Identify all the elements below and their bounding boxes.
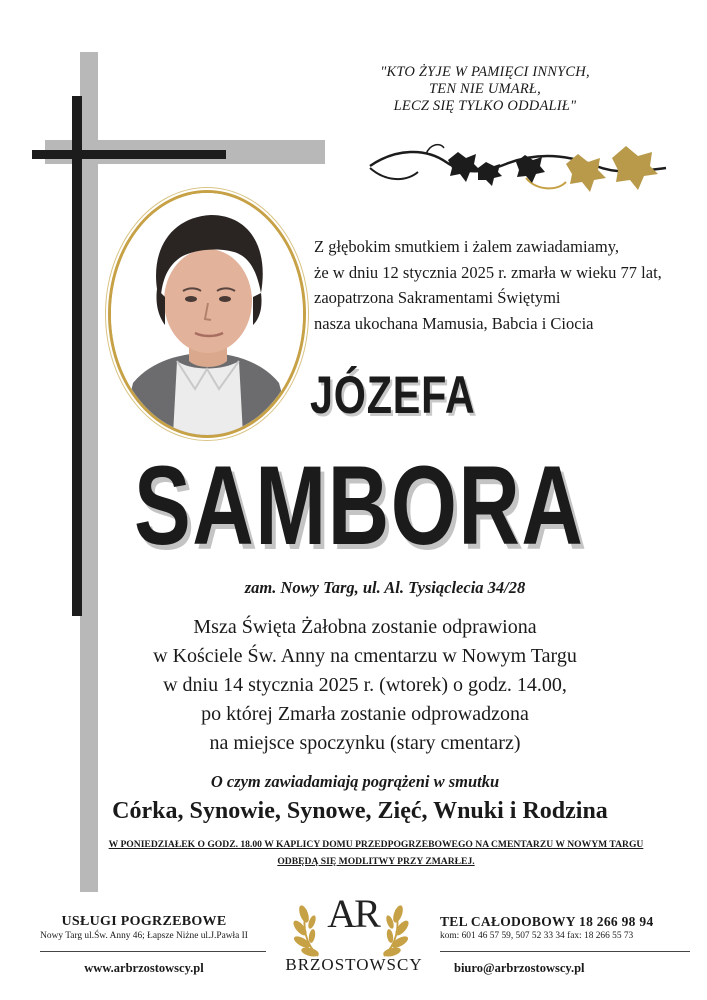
- cross-vertical-beam: [72, 96, 82, 616]
- mass-line-2: w Kościele Św. Anny na cmentarzu w Nowym Targu: [153, 645, 577, 667]
- footer-funeral-services: [18, 914, 270, 976]
- mass-line-3: w dniu 14 stycznia 2025 r. (wtorek) o godz. 14.00,: [163, 674, 567, 696]
- intro-line-2: że w dniu 12 stycznia 2025 r. zmarła w wieku 77 lat,: [314, 262, 662, 282]
- footer-website-link[interactable]: www.arbrzostowscy.pl: [84, 961, 204, 975]
- funeral-mass-info: [110, 613, 620, 758]
- deceased-last-name: SAMBORA: [134, 443, 585, 568]
- quote-line-1: "KTO ŻYJE W PAMIĘCI INNYCH,: [380, 64, 590, 80]
- intro-line-1: Z głębokim smutkiem i żalem zawiadamiamy,: [314, 237, 620, 256]
- mourners-intro: O czym zawiadamiają pogrążeni w smutku: [210, 772, 500, 791]
- footer-contact: [440, 914, 695, 976]
- mass-line-4: po której Zmarła zostanie odprowadzona: [201, 703, 529, 725]
- footer-email-link[interactable]: biuro@arbrzostowscy.pl: [454, 961, 585, 975]
- mass-line-1: Msza Święta Żałobna zostanie odprawiona: [193, 616, 537, 638]
- mourners-names: Córka, Synowie, Synowe, Zięć, Wnuki i Rodzina: [112, 798, 608, 824]
- deceased-first-name: JÓZEFA: [310, 366, 476, 425]
- vine-leaves-ornament: [366, 138, 672, 200]
- quote-line-2: TEN NIE UMARŁ,: [429, 81, 541, 97]
- prayer-line-2: ODBĘDĄ SIĘ MODLITWY PRZY ZMARŁEJ.: [277, 856, 475, 867]
- footer-phones: kom: 601 46 57 59, 507 52 33 34 fax: 18 266 55 73: [440, 931, 634, 941]
- cross-shadow-vertical: [80, 52, 98, 892]
- footer-phone-title: TEL CAŁODOBOWY 18 266 98 94: [440, 914, 654, 929]
- footer-right-divider: [440, 951, 690, 952]
- footer-left-divider: [40, 951, 266, 952]
- quote-line-3: LECZ SIĘ TYLKO ODDALIŁ": [393, 98, 577, 114]
- intro-line-4: nasza ukochana Mamusia, Babcia i Ciocia: [314, 313, 594, 333]
- intro-line-3: zaopatrzona Sakramentami Świętymi: [314, 288, 561, 307]
- prayer-notice: [96, 836, 656, 870]
- deceased-portrait: [108, 190, 306, 438]
- announcement-intro: [314, 234, 662, 336]
- memorial-quote: [330, 64, 640, 115]
- footer-left-title: USŁUGI POGRZEBOWE: [61, 914, 227, 929]
- footer-left-address: Nowy Targ ul.Św. Anny 46; Łapsze Niżne ul.J.Pawła II: [40, 931, 248, 941]
- deceased-address: zam. Nowy Targ, ul. Al. Tysiąclecia 34/28: [244, 578, 526, 597]
- prayer-line-1: W PONIEDZIAŁEK O GODZ. 18.00 W KAPLICY DOMU PRZEDPOGRZEBOWEGO NA CMENTARZU W NOWYM TARGU: [108, 839, 644, 850]
- cross-horizontal-beam: [32, 150, 226, 159]
- mass-line-5: na miejsce spoczynku (stary cmentarz): [209, 732, 521, 754]
- logo-initials: AR: [327, 891, 379, 936]
- logo-name: BRZOSTOWSCY: [285, 955, 423, 974]
